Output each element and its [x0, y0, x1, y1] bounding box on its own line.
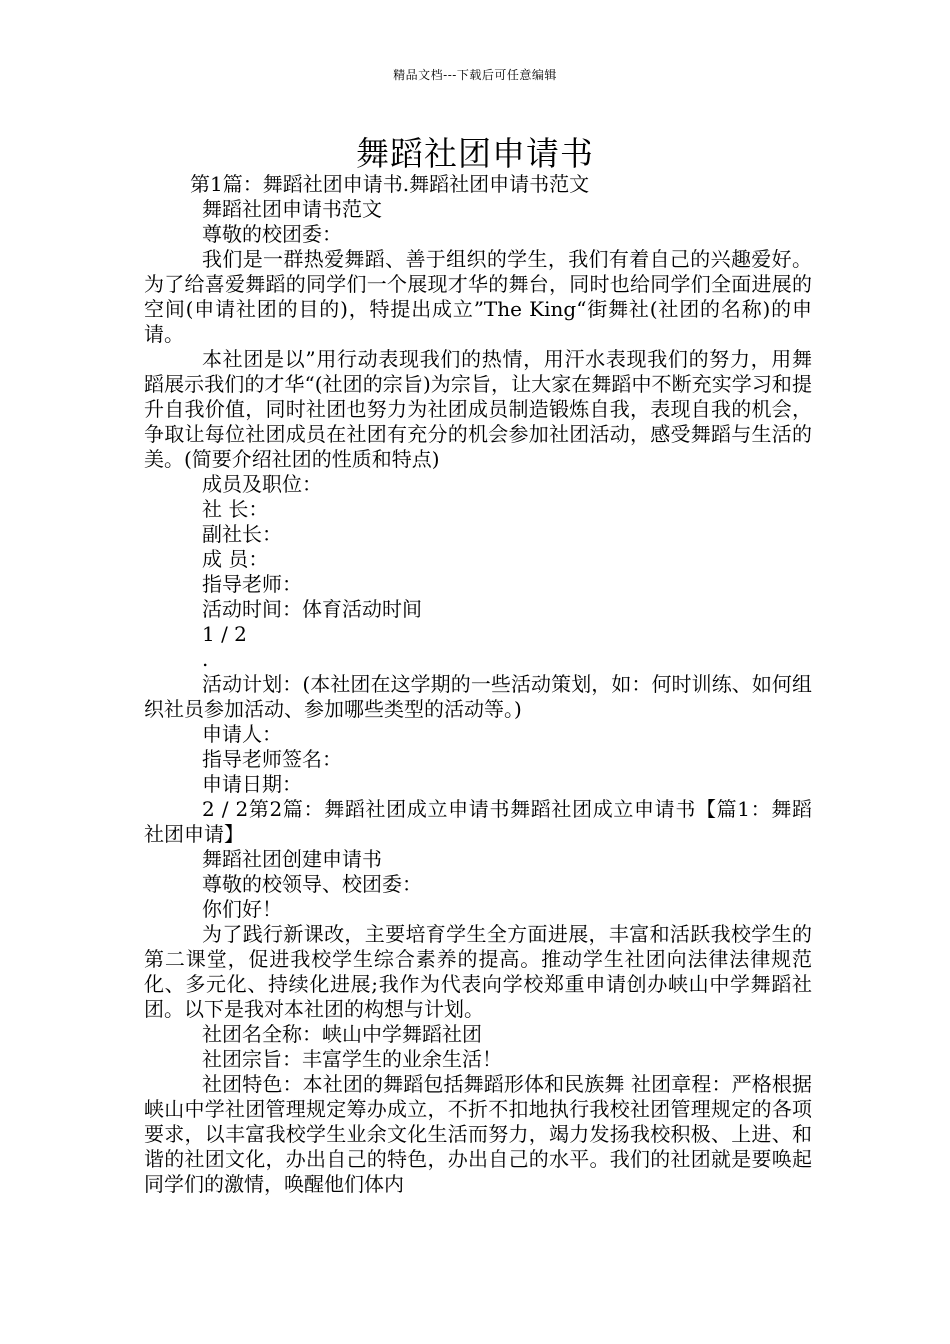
paragraph: 副社长：: [202, 522, 282, 546]
page-number: 1 / 2: [202, 622, 247, 646]
paragraph: 我们是一群热爱舞蹈、善于组织的学生，我们有着自己的兴趣爱好。为了给喜爱舞蹈的同学们一个展现才华的舞台，同时也给同学们全面进展的空间(申请社团的目的)，特提出成立”The King“街舞社(社团的名称)的申请。: [144, 247, 812, 346]
paragraph: 尊敬的校团委：: [202, 222, 342, 246]
paragraph: 指导老师：: [202, 572, 302, 596]
paragraph: 为了践行新课改，主要培育学生全方面进展，丰富和活跃我校学生的第二课堂，促进我校学生综合素养的提高。推动学生社团向法律法律规范化、多元化、持续化进展;我作为代表向学校郑重申请创办峡山中学舞蹈社团。以下是我对本社团的构想与计划。: [144, 922, 812, 1021]
paragraph: 社团名全称：峡山中学舞蹈社团: [202, 1022, 482, 1046]
paragraph: 2 / 2第2篇：舞蹈社团成立申请书舞蹈社团成立申请书【篇1：舞蹈社团申请】: [144, 797, 812, 846]
paragraph: .: [202, 647, 209, 671]
page-header-note: 精品文档---下载后可任意编辑: [393, 68, 557, 82]
paragraph: 社团宗旨：丰富学生的业余生活！: [202, 1047, 502, 1071]
paragraph: 舞蹈社团创建申请书: [202, 847, 382, 871]
paragraph: 尊敬的校领导、校团委：: [202, 872, 422, 896]
paragraph: 你们好！: [202, 897, 282, 921]
paragraph: 申请日期：: [202, 772, 302, 796]
paragraph: 申请人：: [202, 722, 282, 746]
paragraph: 本社团是以”用行动表现我们的热情，用汗水表现我们的努力，用舞蹈展示我们的才华“(社团的宗旨)为宗旨，让大家在舞蹈中不断充实学习和提升自我价值，同时社团也努力为社团成员制造锻炼自我，表现自我的机会，争取让每位社团成员在社团有充分的机会参加社团活动，感受舞蹈与生活的美。(简要介绍社团的性质和特点): [144, 347, 812, 471]
paragraph: 第1篇：舞蹈社团申请书.舞蹈社团申请书范文: [190, 172, 590, 196]
paragraph: 社 长：: [202, 497, 269, 521]
paragraph: 舞蹈社团申请书范文: [202, 197, 382, 221]
document-body: [144, 172, 812, 1197]
paragraph: 成员及职位：: [202, 472, 322, 496]
paragraph: 成 员：: [202, 547, 269, 571]
paragraph: 活动计划：(本社团在这学期的一些活动策划，如：何时训练、如何组织社员参加活动、参加哪些类型的活动等。): [144, 672, 812, 721]
document-title: 舞蹈社团申请书: [356, 134, 594, 173]
paragraph: 活动时间：体育活动时间: [202, 597, 422, 621]
paragraph: 指导老师签名：: [202, 747, 342, 771]
paragraph: 社团特色：本社团的舞蹈包括舞蹈形体和民族舞 社团章程：严格根据峡山中学社团管理规定筹办成立，不折不扣地执行我校社团管理规定的各项要求，以丰富我校学生业余文化生活而努力，竭力发扬我校积极、上进、和谐的社团文化，办出自己的特色，办出自己的水平。我们的社团就是要唤起同学们的激情，唤醒他们体内: [144, 1072, 812, 1196]
